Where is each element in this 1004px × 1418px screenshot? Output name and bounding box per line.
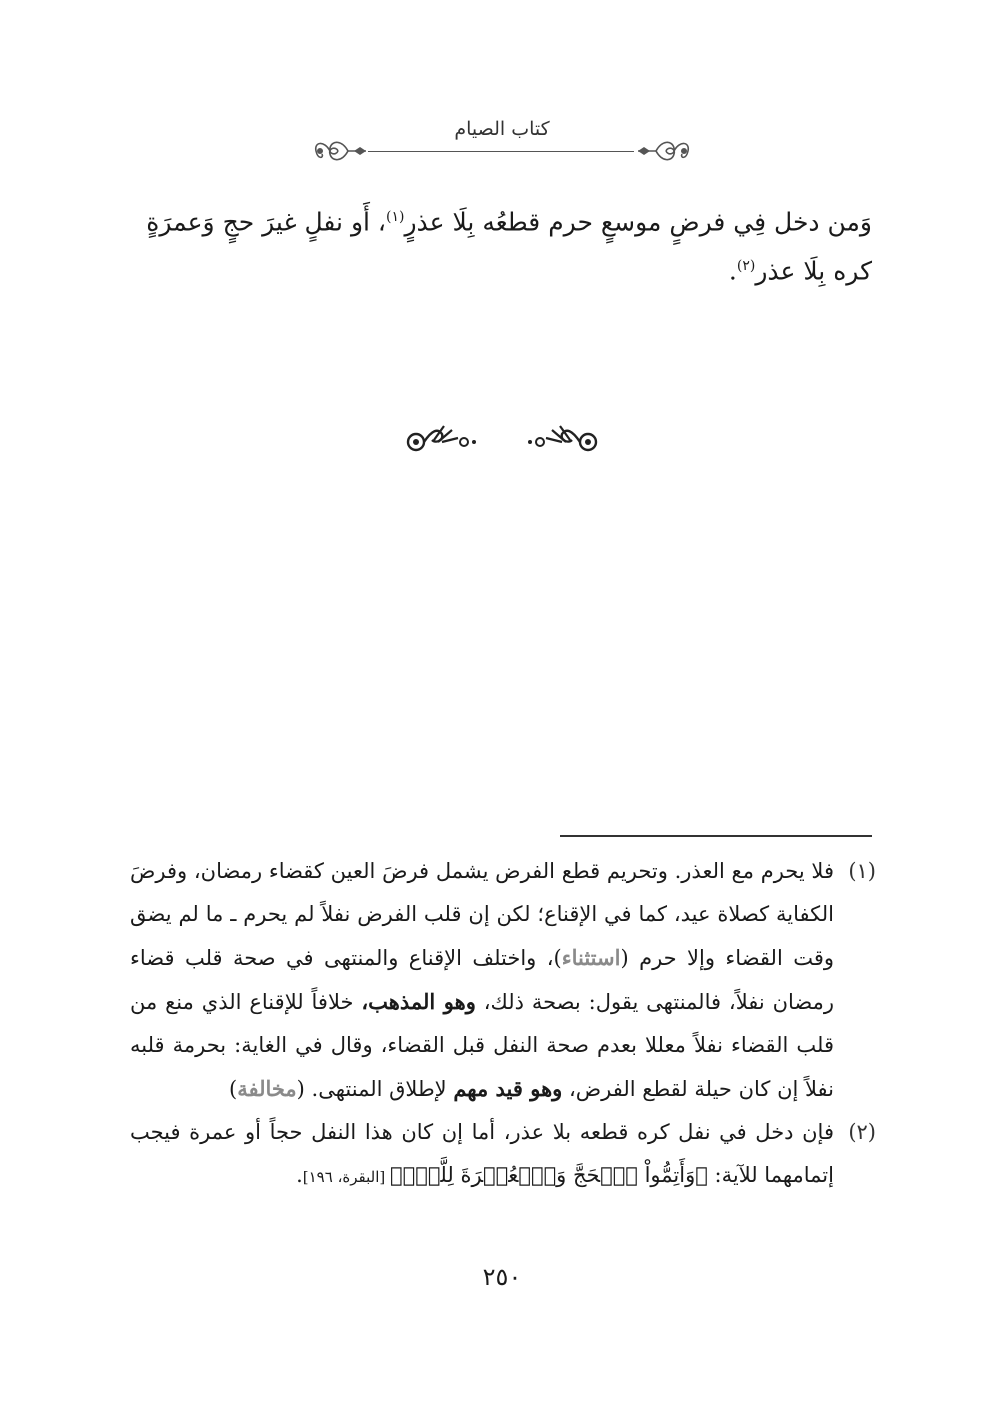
main-paragraph: وَمن دخل فِي فرضٍ موسعٍ حرم قطعُه بِلَا عذرٍ$^{(١)}$، أَو نفلٍ غيرَ حجٍ وَعمرَةٍ كره بِلَا عذر$^{(٢)}$. — [146, 207, 872, 286]
footnote-2 — [130, 1111, 876, 1199]
footnote-number: (٢) — [848, 1120, 876, 1144]
quran-verse: ﴿وَأَتِمُّواْ ٱلۡحَجَّ وَٱلۡعُمۡرَةَ لِلَّهِۚ﴾ — [390, 1163, 708, 1187]
footnote-1 — [130, 850, 876, 1111]
footnote-ref-1[interactable]: (١) — [385, 209, 405, 225]
footnote-ref-2[interactable]: (٢) — [736, 258, 756, 275]
emphasis: وهو المذهب، — [361, 989, 476, 1014]
footnote-separator — [560, 835, 872, 837]
footnotes — [130, 850, 876, 1199]
header-rule — [368, 151, 634, 152]
header-title: كتاب الصيام — [454, 118, 550, 140]
verse-reference: [البقرة، ١٩٦] — [302, 1168, 391, 1186]
emphasis: وهو قيد مهم — [453, 1076, 563, 1101]
main-text — [120, 195, 872, 294]
ornament-right-icon — [636, 132, 696, 170]
footnote-text: فلا يحرم مع العذر. وتحريم قطع الفرض يشمل فرضَ العين كقضاء رمضان، وفرضَ الكفاية كصلاة عيد، كما في الإقناع؛ لكن إن قلب الفرض نفلاً لم يحرم ـ ما لم يضق وقت القضاء وإلا حرم (استثناء)، واختلف الإقناع والمنتهى في صحة قلب قضاء رمضان نفلاً، فالمنتهى يقول: بصحة ذلك، وهو المذهب، خلافاً للإقناع الذي منع من قلب القضاء نفلاً معللا بعدم صحة النفل قبل القضاء، وقال في الغاية: بحرمة قلبه نفلاً إن كان حيلة لقطع الفرض، وهو قيد مهم لإطلاق المنتهى. (مخالفة) — [130, 859, 835, 1101]
footnote-text: فإن دخل في نفل كره قطعه بلا عذر، أما إن كان هذا النفل حجاً أو عمرة فيجب إتمامهما للآية: ﴿وَأَتِمُّواْ ٱلۡحَجَّ وَٱلۡعُمۡرَةَ لِلَّهِۚ﴾ [البقرة، ١٩٦]. — [130, 1120, 834, 1187]
running-header — [0, 110, 1004, 170]
footnote-number: (١) — [848, 859, 876, 883]
tag-label: مخالفة — [237, 1076, 297, 1101]
tag-label: استثناء — [561, 945, 621, 970]
section-divider-icon — [402, 420, 602, 460]
page-number: ٢٥٠ — [482, 1263, 522, 1291]
